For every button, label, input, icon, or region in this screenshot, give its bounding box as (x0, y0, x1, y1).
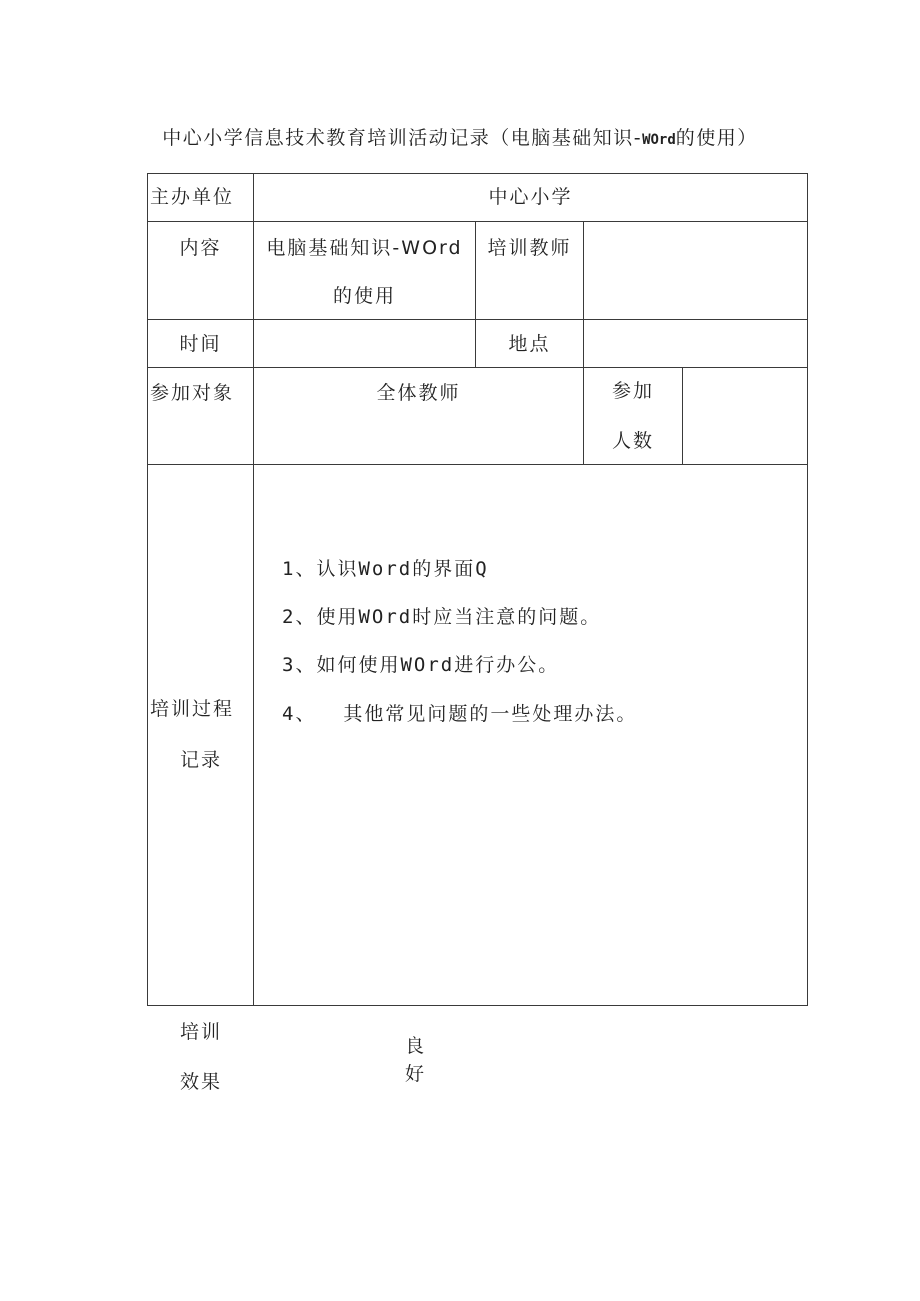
effect-value-line1: 良 (405, 1035, 427, 1057)
effect-value-line2: 好 (405, 1063, 427, 1085)
title-suffix: 的使用） (675, 127, 758, 149)
title-bold-word: WOrd (642, 132, 676, 148)
host-value: 中心小学 (488, 186, 573, 208)
content-value-line1: 电脑基础知识-WOrd (266, 237, 463, 259)
participants-value: 全体教师 (376, 382, 461, 404)
count-label-line2: 人数 (611, 430, 654, 452)
count-label-line1: 参加 (611, 380, 654, 402)
process-label-line2: 记录 (180, 749, 223, 771)
process-item: 4、 其他常见问题的一些处理办法。 (282, 703, 638, 725)
table-rule (147, 464, 808, 465)
host-label: 主办单位 (150, 186, 235, 208)
teacher-label: 培训教师 (487, 237, 572, 259)
process-item: 1、认识Word的界面Q (282, 558, 489, 580)
table-border-left (147, 173, 148, 1006)
table-border-bottom (147, 1005, 808, 1006)
process-item: 2、使用WOrd时应当注意的问题。 (282, 606, 602, 628)
table-border-right (807, 173, 808, 1006)
time-label: 时间 (179, 333, 222, 355)
process-item: 3、如何使用WOrd进行办公。 (282, 654, 560, 676)
table-rule (147, 221, 808, 222)
title-prefix: 中心小学信息技术教育培训活动记录（电脑基础知识- (162, 127, 643, 149)
participants-label: 参加对象 (150, 382, 235, 404)
content-label: 内容 (179, 237, 222, 259)
content-value-line2: 的使用 (332, 285, 396, 307)
table-rule (682, 367, 683, 465)
process-label-line1: 培训过程 (150, 698, 235, 720)
effect-label-line1: 培训 (180, 1021, 223, 1043)
effect-label-line2: 效果 (180, 1071, 223, 1093)
place-label: 地点 (508, 333, 551, 355)
